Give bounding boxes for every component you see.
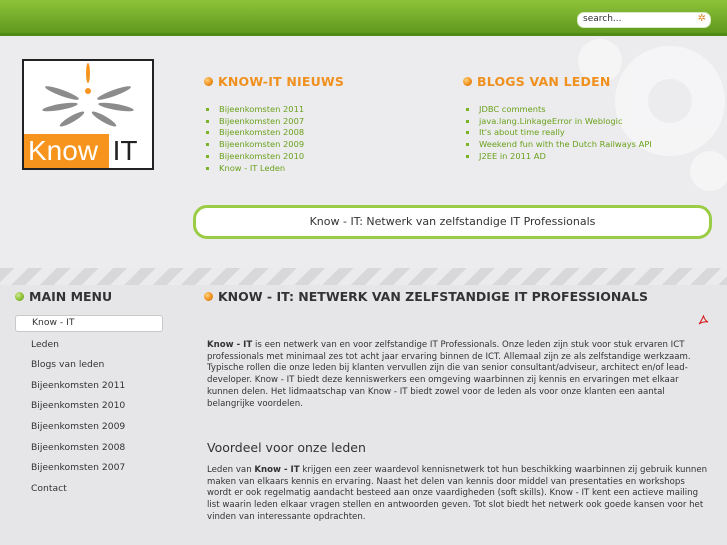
green-bullet-icon xyxy=(15,292,24,301)
menu-item-2008[interactable]: Bijeenkomsten 2008 xyxy=(31,441,126,453)
search-input[interactable] xyxy=(583,14,693,24)
intro-bold: Know - IT xyxy=(207,340,253,350)
blog-link[interactable]: java.lang.LinkageError in Weblogic xyxy=(465,116,652,128)
menu-item-contact[interactable]: Contact xyxy=(31,482,67,494)
nieuws-title: KNOW-IT NIEUWS xyxy=(204,74,344,89)
menu-item-leden[interactable]: Leden xyxy=(31,338,59,350)
nieuws-link[interactable]: Know - IT Leden xyxy=(205,163,304,175)
menu-item-2007[interactable]: Bijeenkomsten 2007 xyxy=(31,462,126,474)
nieuws-link[interactable]: Bijeenkomsten 2010 xyxy=(205,151,304,163)
p2-text: krijgen een zeer waardevol kennisnetwerk tot hun beschikking waarbinnen zij gebruik kunnen maken van elkaars kennis en ervaring. Naast het delen van kennis door middel van presentaties en workshops wordt er ook regelmatig aandacht besteed aan onze vaardigheden (soft skills). Know - IT kent een actieve mailing list waarin leden elkaar vragen stellen en antwoorden geven. Tot slot biedt het netwerk ook goede kansen voor het vinden van interessante opdrachten. xyxy=(207,465,708,522)
sun-rays-icon xyxy=(24,61,152,133)
logo-it: IT xyxy=(112,135,138,166)
blog-link[interactable]: It's about time really xyxy=(465,127,652,139)
menu-item-2011[interactable]: Bijeenkomsten 2011 xyxy=(31,379,126,391)
p2-start: Leden van xyxy=(207,465,255,475)
menu-item-know-it[interactable]: Know - IT xyxy=(15,315,163,332)
main-menu-title: MAIN MENU xyxy=(15,289,112,304)
main-menu xyxy=(15,315,163,500)
nieuws-list xyxy=(205,104,304,174)
menu-item-2010[interactable]: Bijeenkomsten 2010 xyxy=(31,400,126,412)
nieuws-link[interactable]: Bijeenkomsten 2007 xyxy=(205,116,304,128)
nieuws-link[interactable]: Bijeenkomsten 2009 xyxy=(205,139,304,151)
blogs-title: BLOGS VAN LEDEN xyxy=(463,74,610,89)
nieuws-link[interactable]: Bijeenkomsten 2008 xyxy=(205,127,304,139)
site-logo[interactable] xyxy=(22,59,154,170)
logo-know: Know xyxy=(24,134,109,168)
blogs-list xyxy=(465,104,652,163)
logo-wordmark xyxy=(24,134,152,168)
orange-bullet-icon xyxy=(463,77,472,86)
p2-bold: Know - IT xyxy=(254,465,300,475)
blog-link[interactable]: Weekend fun with the Dutch Railways API xyxy=(465,139,652,151)
menu-item-2009[interactable]: Bijeenkomsten 2009 xyxy=(31,420,126,432)
search-box[interactable] xyxy=(577,12,711,28)
pdf-icon[interactable] xyxy=(698,315,709,326)
intro-text: is een netwerk van en voor zelfstandige IT Professionals. Onze leden zijn stuk voor stuk ervaren ICT professionals met minimaal zes tot acht jaar ervaring binnen de ICT. Allemaal zijn ze als zelfstandige werkzaam. Typische rollen die onze leden bij klanten vervullen zijn die van senior consultant/adviseur, architect en/of lead-developer. Know - IT biedt deze kenniswerkers een omgeving waarbinnen zij kennis en ervaringen met elkaar kunnen delen. Het lidmaatschap van Know - IT biedt zowel voor de leden als voor onze klanten een aantal belangrijke voordelen. xyxy=(207,340,691,409)
orange-bullet-icon xyxy=(204,77,213,86)
orange-bullet-icon xyxy=(204,292,213,301)
blog-link[interactable]: JDBC comments xyxy=(465,104,652,116)
page-title: KNOW - IT: NETWERK VAN ZELFSTANDIGE IT PROFESSIONALS xyxy=(204,289,648,304)
intro-paragraph xyxy=(207,340,711,410)
menu-item-blogs[interactable]: Blogs van leden xyxy=(31,359,105,371)
blog-link[interactable]: J2EE in 2011 AD xyxy=(465,151,652,163)
nieuws-link[interactable]: Bijeenkomsten 2011 xyxy=(205,104,304,116)
slogan-banner: Know - IT: Netwerk van zelfstandige IT Professionals xyxy=(193,205,712,239)
search-icon[interactable]: ✲ xyxy=(697,13,706,24)
benefits-paragraph xyxy=(207,465,711,524)
section-heading: Voordeel voor onze leden xyxy=(207,440,366,455)
stripe-divider xyxy=(0,268,727,285)
